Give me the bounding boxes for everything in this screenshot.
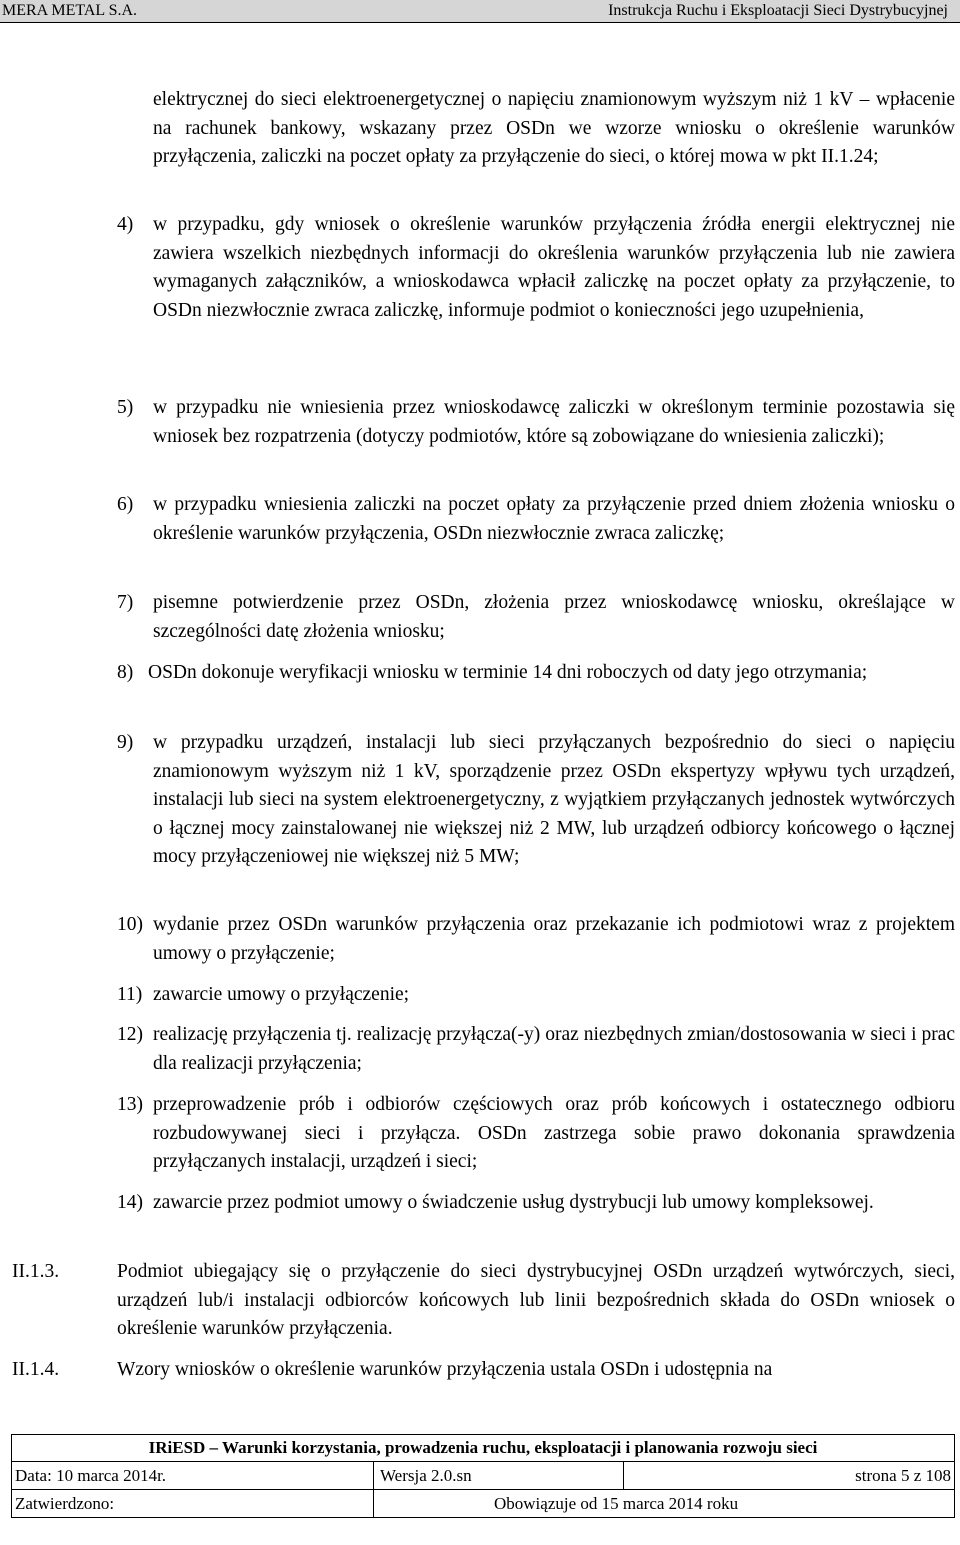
list-item-text: w przypadku, gdy wniosek o określenie warunków przyłączenia źródła energii elektrycznej nie zawiera wszelkich niezbędnych informacji do określenia warunków przyłączenia lub nie zawiera wymaganych załączników, a wnioskodawca wpłacił zaliczkę na poczet opłaty za przyłączenie, to OSDn niezwłocznie zwraca zaliczkę, informuje podmiot o konieczności jego uzupełnienia, <box>153 214 955 321</box>
footer-title: IRiESD – Warunki korzystania, prowadzenia ruchu, eksploatacji i planowania rozwoju sieci <box>12 1435 955 1462</box>
header-doc-title: Instrukcja Ruchu i Eksploatacji Sieci Dystrybucyjnej <box>608 2 948 19</box>
list-item-number: 4) <box>117 214 134 235</box>
header-rule <box>0 22 960 23</box>
footer-approved: Zatwierdzono: <box>12 1490 374 1518</box>
list-item-number: 14) <box>117 1192 143 1213</box>
section-number: II.1.4. <box>12 1359 60 1380</box>
list-item-text: przeprowadzenie prób i odbiorów częściowych oraz prób końcowych i ostatecznego odbioru rozbudowywanej sieci i przyłącza. OSDn zastrzega sobie prawo dokonania sprawdzenia przyłączanych instalacji, urządzeń i sieci; <box>153 1094 955 1172</box>
list-item-text: OSDn dokonuje weryfikacji wniosku w terminie 14 dni roboczych od daty jego otrzymania; <box>148 662 868 683</box>
list-item-number: 10) <box>117 914 143 935</box>
list-item-number: 9) <box>117 732 134 753</box>
list-item-text: wydanie przez OSDn warunków przyłączenia oraz przekazanie ich podmiotowi wraz z projektem umowy o przyłączenie; <box>153 914 955 964</box>
list-item-number: 5) <box>117 397 134 418</box>
header-company: MERA METAL S.A. <box>2 2 138 19</box>
footer-table <box>11 1434 955 1518</box>
section-text: Wzory wniosków o określenie warunków przyłączenia ustala OSDn i udostępnia na <box>117 1359 773 1380</box>
footer-page-number: strona 5 z 108 <box>624 1462 955 1490</box>
list-item-number: 7) <box>117 592 134 613</box>
list-item-text: pisemne potwierdzenie przez OSDn, złożenia przez wnioskodawcę wniosku, określające w szczególności datę złożenia wniosku; <box>153 592 955 642</box>
footer-effective-date: Obowiązuje od 15 marca 2014 roku <box>374 1490 955 1518</box>
running-header <box>0 0 960 22</box>
section-text: Podmiot ubiegający się o przyłączenie do sieci dystrybucyjnej OSDn urządzeń wytwórczych, sieci, urządzeń lub/i instalacji odbiorców końcowych lub linii bezpośrednich składa do OSDn wniosek o określenie warunków przyłączenia. <box>117 1261 955 1339</box>
list-item-number: 11) <box>117 984 143 1005</box>
footer-date: Data: 10 marca 2014r. <box>12 1462 374 1490</box>
footer-version: Wersja 2.0.sn <box>374 1462 624 1490</box>
list-item-number: 12) <box>117 1024 143 1045</box>
list-item-text: zawarcie umowy o przyłączenie; <box>153 984 410 1005</box>
list-item-number: 6) <box>117 494 134 515</box>
list-item-text: realizację przyłączenia tj. realizację przyłącza(-y) oraz niezbędnych zmian/dostosowania w sieci i prac dla realizacji przyłączenia; <box>153 1024 955 1074</box>
list-item-text: w przypadku urządzeń, instalacji lub sieci przyłączanych bezpośrednio do sieci o napięciu znamionowym wyższym niż 1 kV, sporządzenie przez OSDn ekspertyzy wpływu tych urządzeń, instalacji lub sieci na system elektroenergetyczny, z wyjątkiem przyłączanych jednostek wytwórczych o łącznej mocy zainstalowanej nie większej niż 2 MW, lub urządzeń odbiorcy końcowego o łącznej mocy przyłączeniowej nie większej niż 5 MW; <box>153 732 955 867</box>
section-number: II.1.3. <box>12 1261 60 1282</box>
list-item-text: zawarcie przez podmiot umowy o świadczenie usług dystrybucji lub umowy kompleksowej. <box>153 1192 874 1213</box>
list-item-text: w przypadku nie wniesienia przez wnioskodawcę zaliczki w określonym terminie pozostawia się wniosek bez rozpatrzenia (dotyczy podmiotów, które są zobowiązane do wniesienia zaliczki); <box>153 397 955 447</box>
continuation-paragraph: elektrycznej do sieci elektroenergetycznej o napięciu znamionowym wyższym niż 1 kV – wpłacenie na rachunek bankowy, wskazany przez OSDn we wzorze wniosku o określenie warunków przyłączenia, zaliczki na poczet opłaty za przyłączenie do sieci, o której mowa w pkt II.1.24; <box>153 89 955 167</box>
list-item-text: w przypadku wniesienia zaliczki na poczet opłaty za przyłączenie przed dniem złożenia wniosku o określenie warunków przyłączenia, OSDn niezwłocznie zwraca zaliczkę; <box>153 494 955 544</box>
list-item-number: 13) <box>117 1094 143 1115</box>
list-item-number: 8) <box>117 662 134 683</box>
